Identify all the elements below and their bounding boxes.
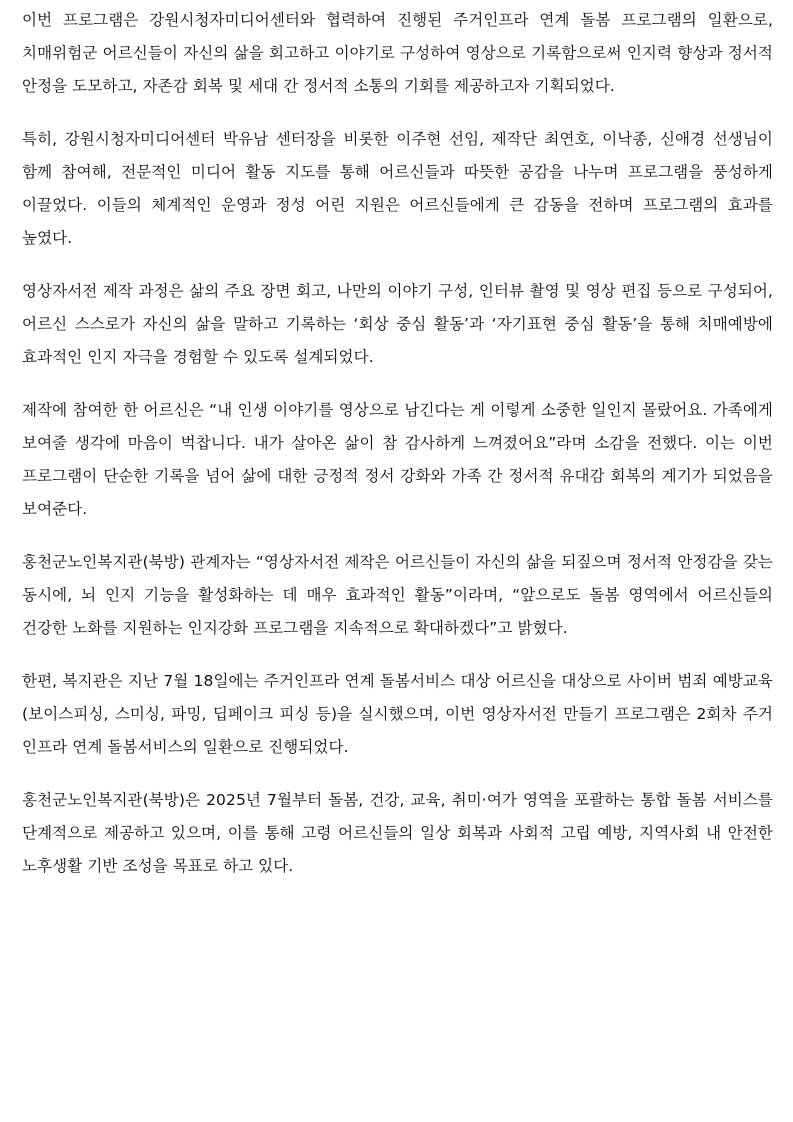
paragraph-media-center-staff: 특히, 강원시청자미디어센터 박유남 센터장을 비롯한 이주현 선임, 제작단 최연호, 이낙종, 신애경 선생님이 함께 참여해, 전문적인 미디어 활동 지도를 통해 어르신들과 따뜻한 공감을 나누며 프로그램을 풍성하게 이끌었다. 이들의 체계적인 운영과 정성 어린 지원은 어르신들에게 큰 감동을 전하며 프로그램의 효과를 높였다. (22, 130, 773, 247)
paragraph-previous-education: 한편, 복지관은 지난 7월 18일에는 주거인프라 연계 돌봄서비스 대상 어르신을 대상으로 사이버 범죄 예방교육(보이스피싱, 스미싱, 파밍, 딥페이크 피싱 등)을 실시했으며, 이번 영상자서전 만들기 프로그램은 2회차 주거 인프라 연계 돌봄서비스의 일환으로 진행되었다. (22, 672, 773, 756)
paragraph-participant-quote: 제작에 참여한 한 어르신은 “내 인생 이야기를 영상으로 남긴다는 게 이렇게 소중한 일인지 몰랐어요. 가족에게 보여줄 생각에 마음이 벅찹니다. 내가 살아온 삶이 참 감사하게 느껴졌어요”라며 소감을 전했다. 이는 이번 프로그램이 단순한 기록을 넘어 삶에 대한 긍정적 정서 강화와 가족 간 정서적 유대감 회복의 계기가 되었음을 보여준다. (22, 401, 773, 518)
paragraph-program-overview: 이번 프로그램은 강원시청자미디어센터와 협력하여 진행된 주거인프라 연계 돌봄 프로그램의 일환으로, 치매위험군 어르신들이 자신의 삶을 회고하고 이야기로 구성하여 영상으로 기록함으로써 인지력 향상과 정서적 안정을 도모하고, 자존감 회복 및 세대 간 정서적 소통의 기회를 제공하고자 기획되었다. (22, 11, 773, 95)
paragraph-integrated-care-goal: 홍천군노인복지관(북방)은 2025년 7월부터 돌봄, 건강, 교육, 취미·여가 영역을 포괄하는 통합 돌봄 서비스를 단계적으로 제공하고 있으며, 이를 통해 고령 어르신들의 일상 회복과 사회적 고립 예방, 지역사회 내 안전한 노후생활 기반 조성을 목표로 하고 있다. (22, 791, 773, 875)
paragraph-official-statement: 홍천군노인복지관(북방) 관계자는 “영상자서전 제작은 어르신들이 자신의 삶을 되짚으며 정서적 안정감을 갖는 동시에, 뇌 인지 기능을 활성화하는 데 매우 효과적인 활동”이라며, “앞으로도 돌봄 영역에서 어르신들의 건강한 노화를 지원하는 인지강화 프로그램을 지속적으로 확대하겠다”고 밝혔다. (22, 553, 773, 637)
paragraph-production-process: 영상자서전 제작 과정은 삶의 주요 장면 회고, 나만의 이야기 구성, 인터뷰 촬영 및 영상 편집 등으로 구성되어, 어르신 스스로가 자신의 삶을 말하고 기록하는 ‘회상 중심 활동’과 ‘자기표현 중심 활동’을 통해 치매예방에 효과적인 인지 자극을 경험할 수 있도록 설계되었다. (22, 282, 773, 366)
article-body (22, 4, 773, 903)
